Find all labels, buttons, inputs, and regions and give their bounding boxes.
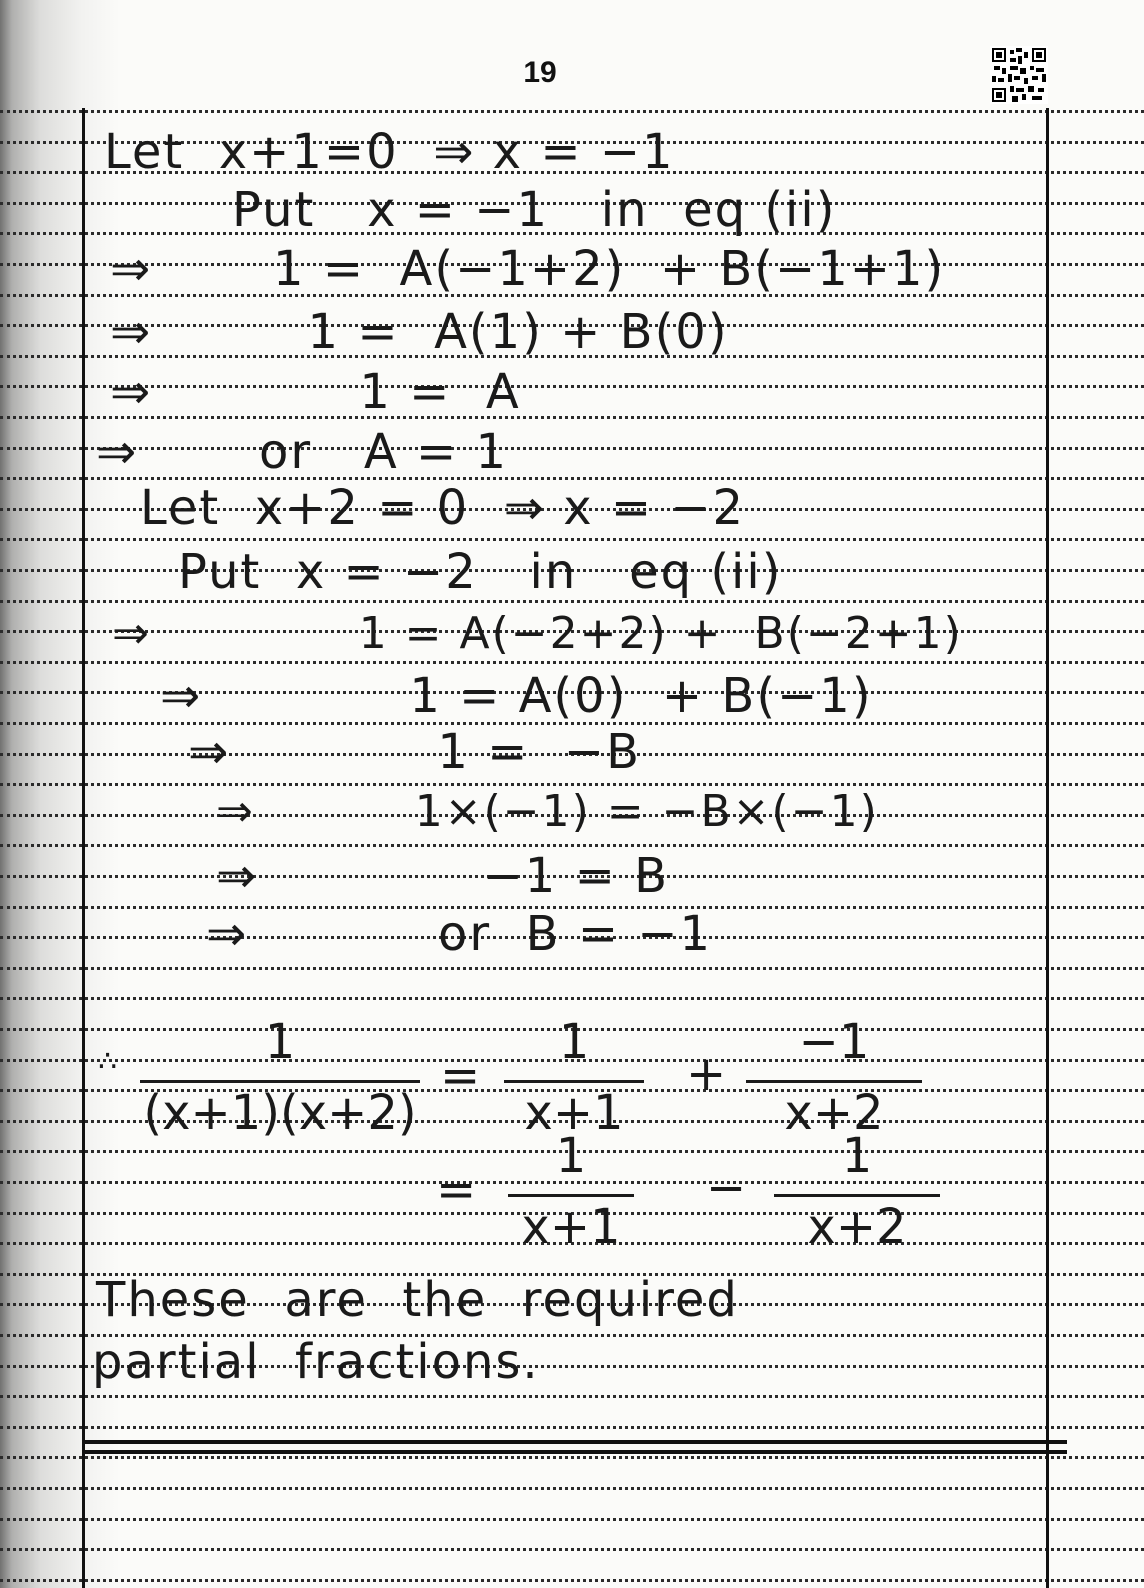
fraction-bar: [140, 1080, 420, 1083]
fraction-term-3-denominator: x+1: [521, 1199, 621, 1255]
fraction-lhs-denominator: (x+1)(x+2): [143, 1085, 417, 1141]
ruled-line: [0, 538, 1144, 541]
line-multiply-minus-one: ⇒ 1×(−1) = −B×(−1): [216, 786, 879, 837]
line-substitute-a: ⇒ 1 = A(−1+2) + B(−1+1): [110, 241, 946, 297]
line-put-x-minus-1: Put x = −1 in eq (ii): [232, 182, 837, 238]
fraction-term-1-numerator: 1: [558, 1014, 590, 1070]
line-b-equals-minus-one: ⇒ or B = −1: [206, 906, 713, 962]
fraction-term-4-numerator: 1: [841, 1128, 873, 1184]
left-margin-line: [82, 108, 85, 1588]
fraction-bar: [504, 1080, 644, 1083]
equals-sign: =: [440, 1048, 481, 1104]
line-simplify-a: ⇒ 1 = A(1) + B(0): [110, 304, 729, 360]
ruled-line: [0, 110, 1144, 113]
fraction-term-1: [504, 1014, 644, 1141]
fraction-lhs: [140, 1014, 420, 1141]
ruled-line: [0, 844, 1144, 847]
line-let-x-plus-1: Let x+1=0 ⇒ x = −1: [104, 124, 675, 180]
line-let-x-plus-2: Let x+2 = 0 ⇒ x = −2: [140, 480, 746, 536]
line-a-equals-one: ⇒ or A = 1: [96, 424, 509, 480]
ruled-line: [0, 1548, 1144, 1551]
ruled-line: [0, 1426, 1144, 1429]
plus-sign: +: [686, 1046, 727, 1102]
line-one-equals-minus-b: ⇒ 1 = −B: [188, 724, 641, 780]
fraction-term-2-denominator: x+2: [784, 1085, 884, 1141]
fraction-term-4: [774, 1128, 940, 1255]
bottom-double-rule-top: [82, 1440, 1067, 1444]
fraction-lhs-numerator: 1: [264, 1014, 296, 1070]
conclusion-line-1: These are the required: [96, 1272, 739, 1328]
right-margin-line: [1046, 108, 1049, 1588]
fraction-term-2-numerator: −1: [798, 1014, 870, 1070]
ruled-line: [0, 1395, 1144, 1398]
fraction-bar: [508, 1194, 634, 1197]
ruled-line: [0, 600, 1144, 603]
line-one-equals-a: ⇒ 1 = A: [110, 364, 521, 420]
bottom-double-rule-bottom: [82, 1450, 1067, 1454]
ruled-line: [0, 1579, 1144, 1582]
ruled-line: [0, 1518, 1144, 1521]
ruled-line: [0, 967, 1144, 970]
conclusion-line-2: partial fractions.: [92, 1334, 540, 1390]
fraction-bar: [774, 1194, 940, 1197]
page-number: 19: [523, 56, 557, 89]
line-put-x-minus-2: Put x = −2 in eq (ii): [178, 544, 783, 600]
line-simplify-b: ⇒ 1 = A(0) + B(−1): [160, 668, 873, 724]
line-substitute-b: ⇒ 1 = A(−2+2) + B(−2+1): [112, 608, 963, 659]
fraction-term-3: [508, 1128, 634, 1255]
fraction-bar: [746, 1080, 922, 1083]
ruled-line: [0, 1456, 1144, 1459]
minus-sign: −: [706, 1160, 747, 1216]
equals-sign: =: [436, 1162, 477, 1218]
ruled-line: [0, 1487, 1144, 1490]
line-minus-one-equals-b: ⇒ −1 = B: [216, 848, 669, 904]
fraction-term-3-numerator: 1: [555, 1128, 587, 1184]
fraction-term-2: [746, 1014, 922, 1141]
ruled-line: [0, 997, 1144, 1000]
ruled-line: [0, 661, 1144, 664]
fraction-term-4-denominator: x+2: [807, 1199, 907, 1255]
fraction-term-1-denominator: x+1: [524, 1085, 624, 1141]
therefore-icon: ∴: [98, 1044, 118, 1079]
qr-code-icon: [990, 46, 1048, 104]
